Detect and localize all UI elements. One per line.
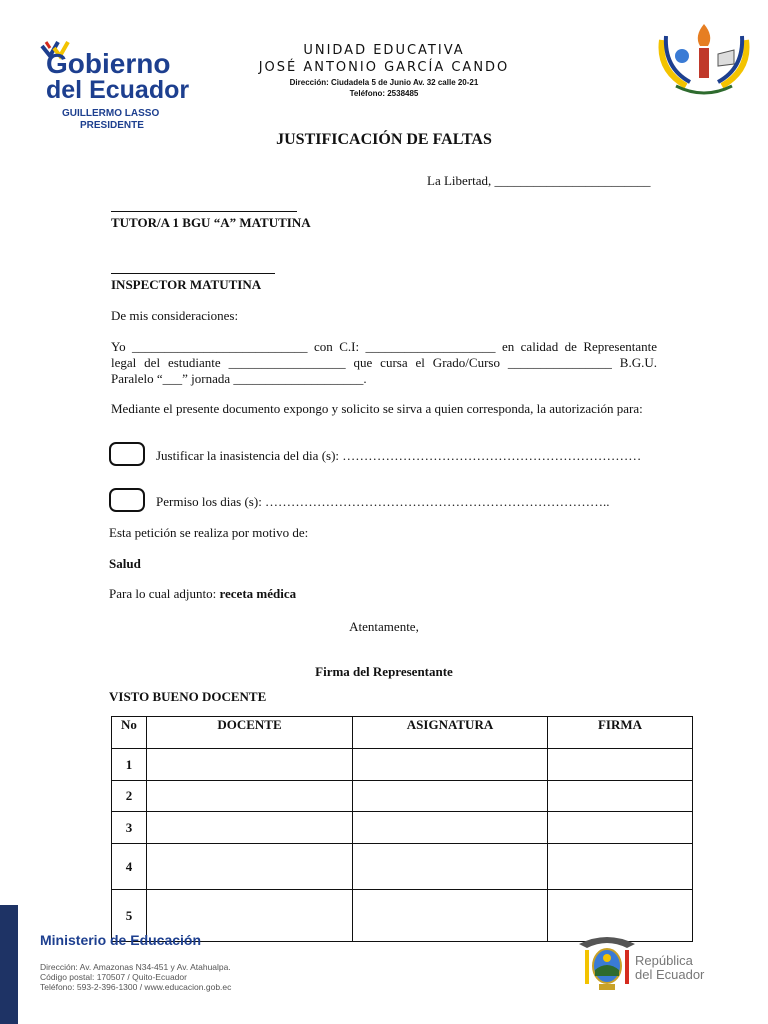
table-row bbox=[112, 844, 693, 890]
footer-accent-bar bbox=[0, 905, 18, 1024]
table-row bbox=[112, 812, 693, 844]
ecuador-coat-of-arms-icon bbox=[575, 930, 639, 994]
request-paragraph: Mediante el presente documento expongo y solicito se sirva a quien corresponda, la autorización para: bbox=[111, 401, 643, 416]
row-number: 2 bbox=[112, 781, 147, 812]
docente-cell[interactable] bbox=[147, 781, 353, 812]
logo-text-president-title: PRESIDENTE bbox=[80, 120, 144, 131]
representative-paragraph: Yo ___________________________ con C.I: ____________________ en calidad de Representante legal del estudiante __________________ que cursa el Grado/Curso ________________ B.G.U. Paralelo “___” jornada ____________________. bbox=[111, 339, 657, 386]
signature-label: Firma del Representante bbox=[315, 664, 453, 679]
firma-cell[interactable] bbox=[548, 781, 693, 812]
inspector-signature-line bbox=[111, 273, 275, 274]
approval-table bbox=[111, 716, 693, 942]
justify-absence-label: Justificar la inasistencia del dia (s): …………………………………………………………… bbox=[156, 448, 642, 463]
footer-address: Dirección: Av. Amazonas N34-451 y Av. Atahualpa. bbox=[40, 962, 231, 972]
closing: Atentamente, bbox=[349, 619, 419, 634]
school-phone: Teléfono: 2538485 bbox=[349, 89, 419, 98]
tutor-signature-line bbox=[111, 211, 297, 212]
asignatura-cell[interactable] bbox=[353, 844, 548, 890]
republic-text-line2: del Ecuador bbox=[635, 967, 705, 982]
footer-postal-code: Código postal: 170507 / Quito-Ecuador bbox=[40, 972, 187, 982]
permit-days-label: Permiso los dias (s): …………………………………………………………………….. bbox=[156, 494, 610, 509]
attachment-prefix: Para lo cual adjunto: bbox=[109, 586, 220, 601]
logo-text-ecuador: del Ecuador bbox=[46, 76, 190, 104]
table-header-row bbox=[112, 717, 693, 749]
republic-text-line1: República bbox=[635, 953, 693, 968]
header-firma: FIRMA bbox=[548, 717, 693, 749]
logo-text-gobierno: Gobierno bbox=[46, 48, 171, 79]
table-row bbox=[112, 749, 693, 781]
justify-absence-checkbox[interactable] bbox=[109, 442, 145, 466]
docente-cell[interactable] bbox=[147, 844, 353, 890]
firma-cell[interactable] bbox=[548, 812, 693, 844]
footer-phone: Teléfono: 593-2-396-1300 / www.educacion.gob.ec bbox=[40, 982, 232, 992]
row-number: 3 bbox=[112, 812, 147, 844]
reason-value: Salud bbox=[109, 556, 141, 571]
ministry-name: Ministerio de Educación bbox=[40, 932, 202, 948]
inspector-label: INSPECTOR MATUTINA bbox=[111, 277, 262, 292]
school-name-line2: JOSÉ ANTONIO GARCÍA CANDO bbox=[258, 60, 510, 75]
approval-title: VISTO BUENO DOCENTE bbox=[109, 689, 267, 704]
header-docente: DOCENTE bbox=[147, 717, 353, 749]
header-no: No bbox=[112, 717, 147, 749]
docente-cell[interactable] bbox=[147, 812, 353, 844]
row-number: 1 bbox=[112, 749, 147, 781]
docente-cell[interactable] bbox=[147, 749, 353, 781]
place-date: La Libertad, ________________________ bbox=[427, 173, 651, 188]
school-crest-icon bbox=[656, 20, 752, 98]
tutor-label: TUTOR/A 1 BGU “A” MATUTINA bbox=[111, 215, 311, 230]
firma-cell[interactable] bbox=[548, 844, 693, 890]
header-asignatura: ASIGNATURA bbox=[353, 717, 548, 749]
attachment-value: receta médica bbox=[219, 586, 297, 601]
document-title: JUSTIFICACIÓN DE FALTAS bbox=[276, 131, 492, 148]
row-number: 4 bbox=[112, 844, 147, 890]
logo-text-president-name: GUILLERMO LASSO bbox=[62, 108, 160, 119]
attachment-line bbox=[109, 586, 296, 602]
asignatura-cell[interactable] bbox=[353, 812, 548, 844]
school-name-line1: UNIDAD EDUCATIVA bbox=[303, 43, 465, 58]
permit-days-checkbox[interactable] bbox=[109, 488, 145, 512]
asignatura-cell[interactable] bbox=[353, 781, 548, 812]
table-row bbox=[112, 781, 693, 812]
row-number: 5 bbox=[112, 890, 147, 942]
school-address: Dirección: Ciudadela 5 de Junio Av. 32 calle 20-21 bbox=[289, 78, 479, 87]
asignatura-cell[interactable] bbox=[353, 890, 548, 942]
greeting: De mis consideraciones: bbox=[111, 308, 239, 323]
reason-intro: Esta petición se realiza por motivo de: bbox=[109, 525, 309, 540]
asignatura-cell[interactable] bbox=[353, 749, 548, 781]
firma-cell[interactable] bbox=[548, 749, 693, 781]
